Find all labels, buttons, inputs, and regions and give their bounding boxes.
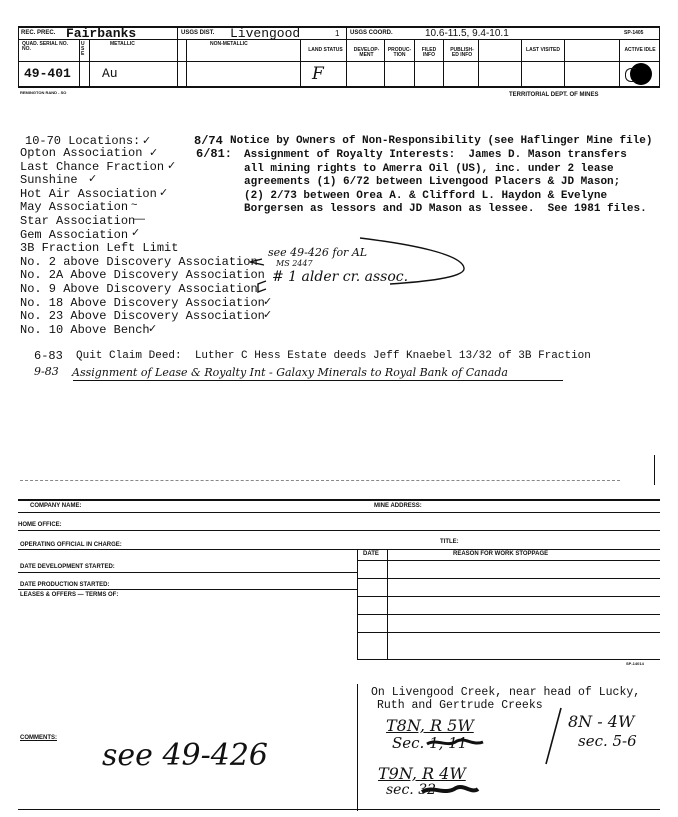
location-item: Star Association [20,213,136,228]
page-bottom-rule [18,809,660,810]
notice-2-body [244,149,647,217]
table-rule [357,596,660,597]
deed-2-date: 9-83 [34,365,59,378]
check-mark: ✓ [167,160,177,172]
notice-2-line: Assignment of Royalty Interests: James D. Mason transfers [244,149,627,161]
strikeout-scribble [425,736,485,750]
usgs-coord-label: USGS COORD. [350,30,393,36]
notice-1-text: Notice by Owners of Non-Responsibility (see Haflinger Mine file) [230,135,653,147]
deed-1-date: 6-83 [34,349,63,363]
development-label: DEVELOP-MENT [353,47,380,58]
last-visited-label: LAST VISITED [526,47,560,53]
table-rule [357,632,660,633]
notice-2-line: agreements (1) 6/72 between Livengood Placers & JD Mason; [244,176,621,189]
leases-offers-label: LEASES & OFFERS — TERMS OF: [20,592,119,598]
metallic-label: METALLIC [110,41,135,47]
handwritten-alder-note: # 1 alder cr. assoc. [272,269,409,285]
location-item: Opton Association [20,146,143,160]
check-mark: ✓ [263,296,273,308]
active-idle-label: ACTIVE IDLE [624,47,656,53]
location-item: No. 10 Above Bench [20,322,150,337]
notice-2-line: (2) 2/73 between Orea A. & Clifford L. Haydon & Evelyne [244,189,608,202]
handwritten-section-3: sec. 32 [386,782,437,798]
published-info-label: PUBLISH-ED INFO [450,47,474,58]
land-status-mark: F [312,64,324,84]
metallic-value: Au [102,66,118,81]
location-item: No. 2 above Discovery Association [20,254,258,269]
notice-2-date: 6/81: [196,147,233,161]
location-item: No. 9 Above Discovery Association [20,281,258,296]
land-status-label: LAND STATUS [308,47,343,53]
table-rule [357,560,660,561]
use-label: U S E [81,41,85,57]
location-item: 3B Fraction Left Limit [20,241,179,256]
reason-column-label: REASON FOR WORK STOPPAGE [453,551,549,557]
check-mark: ✓ [131,227,141,239]
table-rule [357,578,660,579]
mine-address-label: MINE ADDRESS: [374,503,422,509]
handwritten-slash [543,706,563,766]
quad-serial-label: QUAD. SERIAL NO. NO. [22,41,69,52]
notice-1-date: 8/74 [194,134,223,148]
strikeout-scribble [420,782,480,798]
nonmetallic-label: NON-METALLIC [210,41,248,47]
locations-title: 10-70 Locations: [25,134,141,148]
location-item: May Association [20,200,129,215]
form-rule [18,530,660,531]
operating-official-label: OPERATING OFFICIAL IN CHARGE: [20,542,122,548]
idle-half-circle [625,68,636,82]
form-rule [18,589,357,590]
check-mark: ✓ [148,323,158,335]
scan-edge-mark [654,455,655,485]
check-mark: ✓ [263,309,273,321]
notice-2-line: Borgersen as lessors and JD Mason as lessee. See 1981 files. [244,203,647,216]
dist-number: 1 [335,29,340,38]
handwritten-section-2: sec. 5-6 [578,732,637,750]
handwritten-township-3: T9N, R 4W [378,764,466,783]
rec-prec-label: REC. PREC. [21,30,56,36]
location-item: Sunshine [20,173,78,188]
check-mark: ~ [131,199,138,211]
deed-2-text: Assignment of Lease & Royalty Int - Galaxy Minerals to Royal Bank of Canada [72,366,508,379]
notice-2-line: all mining rights to Amerra Oil (US), inc. under 2 lease [244,162,614,175]
location-item: No. 18 Above Discovery Association [20,295,265,310]
usgs-coord-value: 10.6-11.5, 9.4-10.1 [425,28,509,39]
location-item: Hot Air Association [20,186,157,201]
form-number-top: SP-1405 [624,30,644,36]
location-item: Gem Association [20,227,129,242]
table-rule [357,659,660,660]
check-mark: ✓ [159,187,169,199]
location-note-line1: On Livengood Creek, near head of Lucky, [371,686,641,699]
form-number-bottom: SP-14014 [626,661,644,666]
form-rule [18,549,660,550]
stoppage-table-date-divider [387,549,388,659]
production-label: PRODUC-TION [387,47,412,58]
check-mark: ✓ [142,135,152,147]
handwritten-township-1: T8N, R 5W [386,716,474,735]
check-mark: ✓ [149,147,159,159]
department-name: TERRITORIAL DEPT. OF MINES [509,92,599,98]
comments-label: COMMENTS: [20,735,57,741]
date-production-label: DATE PRODUCTION STARTED: [20,582,110,588]
deed-1-text: Quit Claim Deed: Luther C Hess Estate deeds Jeff Knaebel 13/32 of 3B Fraction [76,350,591,362]
usgs-dist-value: Livengood [230,26,301,41]
handwritten-see-ref: see 49-426 for AL [268,246,368,259]
check-mark: — [134,213,145,225]
quad-serial-value: 49-401 [24,66,71,81]
comments-divider [357,684,358,811]
form-rule [18,512,660,513]
handwritten-township-2: 8N - 4W [568,712,635,731]
title-label: TITLE: [440,539,459,545]
date-column-label: DATE [363,551,379,557]
location-item: Last Chance Fraction [20,159,165,174]
form-rule [18,499,660,501]
location-item: No. 2A Above Discovery Association [20,268,265,283]
form-rule [18,572,357,573]
printer-note: REMINGTON RAND - SO [20,90,67,95]
locations-list [20,147,265,337]
handwritten-ms-number: MS 2447 [276,259,313,268]
home-office-label: HOME OFFICE: [18,522,62,528]
location-item: No. 23 Above Discovery Association [20,309,265,324]
table-rule [357,614,660,615]
company-name-label: COMPANY NAME: [30,503,82,509]
stoppage-table-left-border [357,549,358,659]
filed-info-label: FILED INFO [421,47,437,58]
scan-fold-line [20,480,620,482]
date-development-label: DATE DEVELOPMENT STARTED: [20,564,115,570]
handwritten-comment: see 49-426 [102,738,269,773]
handwritten-section-1: Sec. 1, 11 [392,734,468,752]
check-mark: ✓ [88,173,98,185]
location-note-line2: Ruth and Gertrude Creeks [377,699,543,712]
rec-prec-value: Fairbanks [66,26,137,41]
deed-2-underline [73,380,563,381]
usgs-dist-label: USGS DIST. [181,30,215,36]
